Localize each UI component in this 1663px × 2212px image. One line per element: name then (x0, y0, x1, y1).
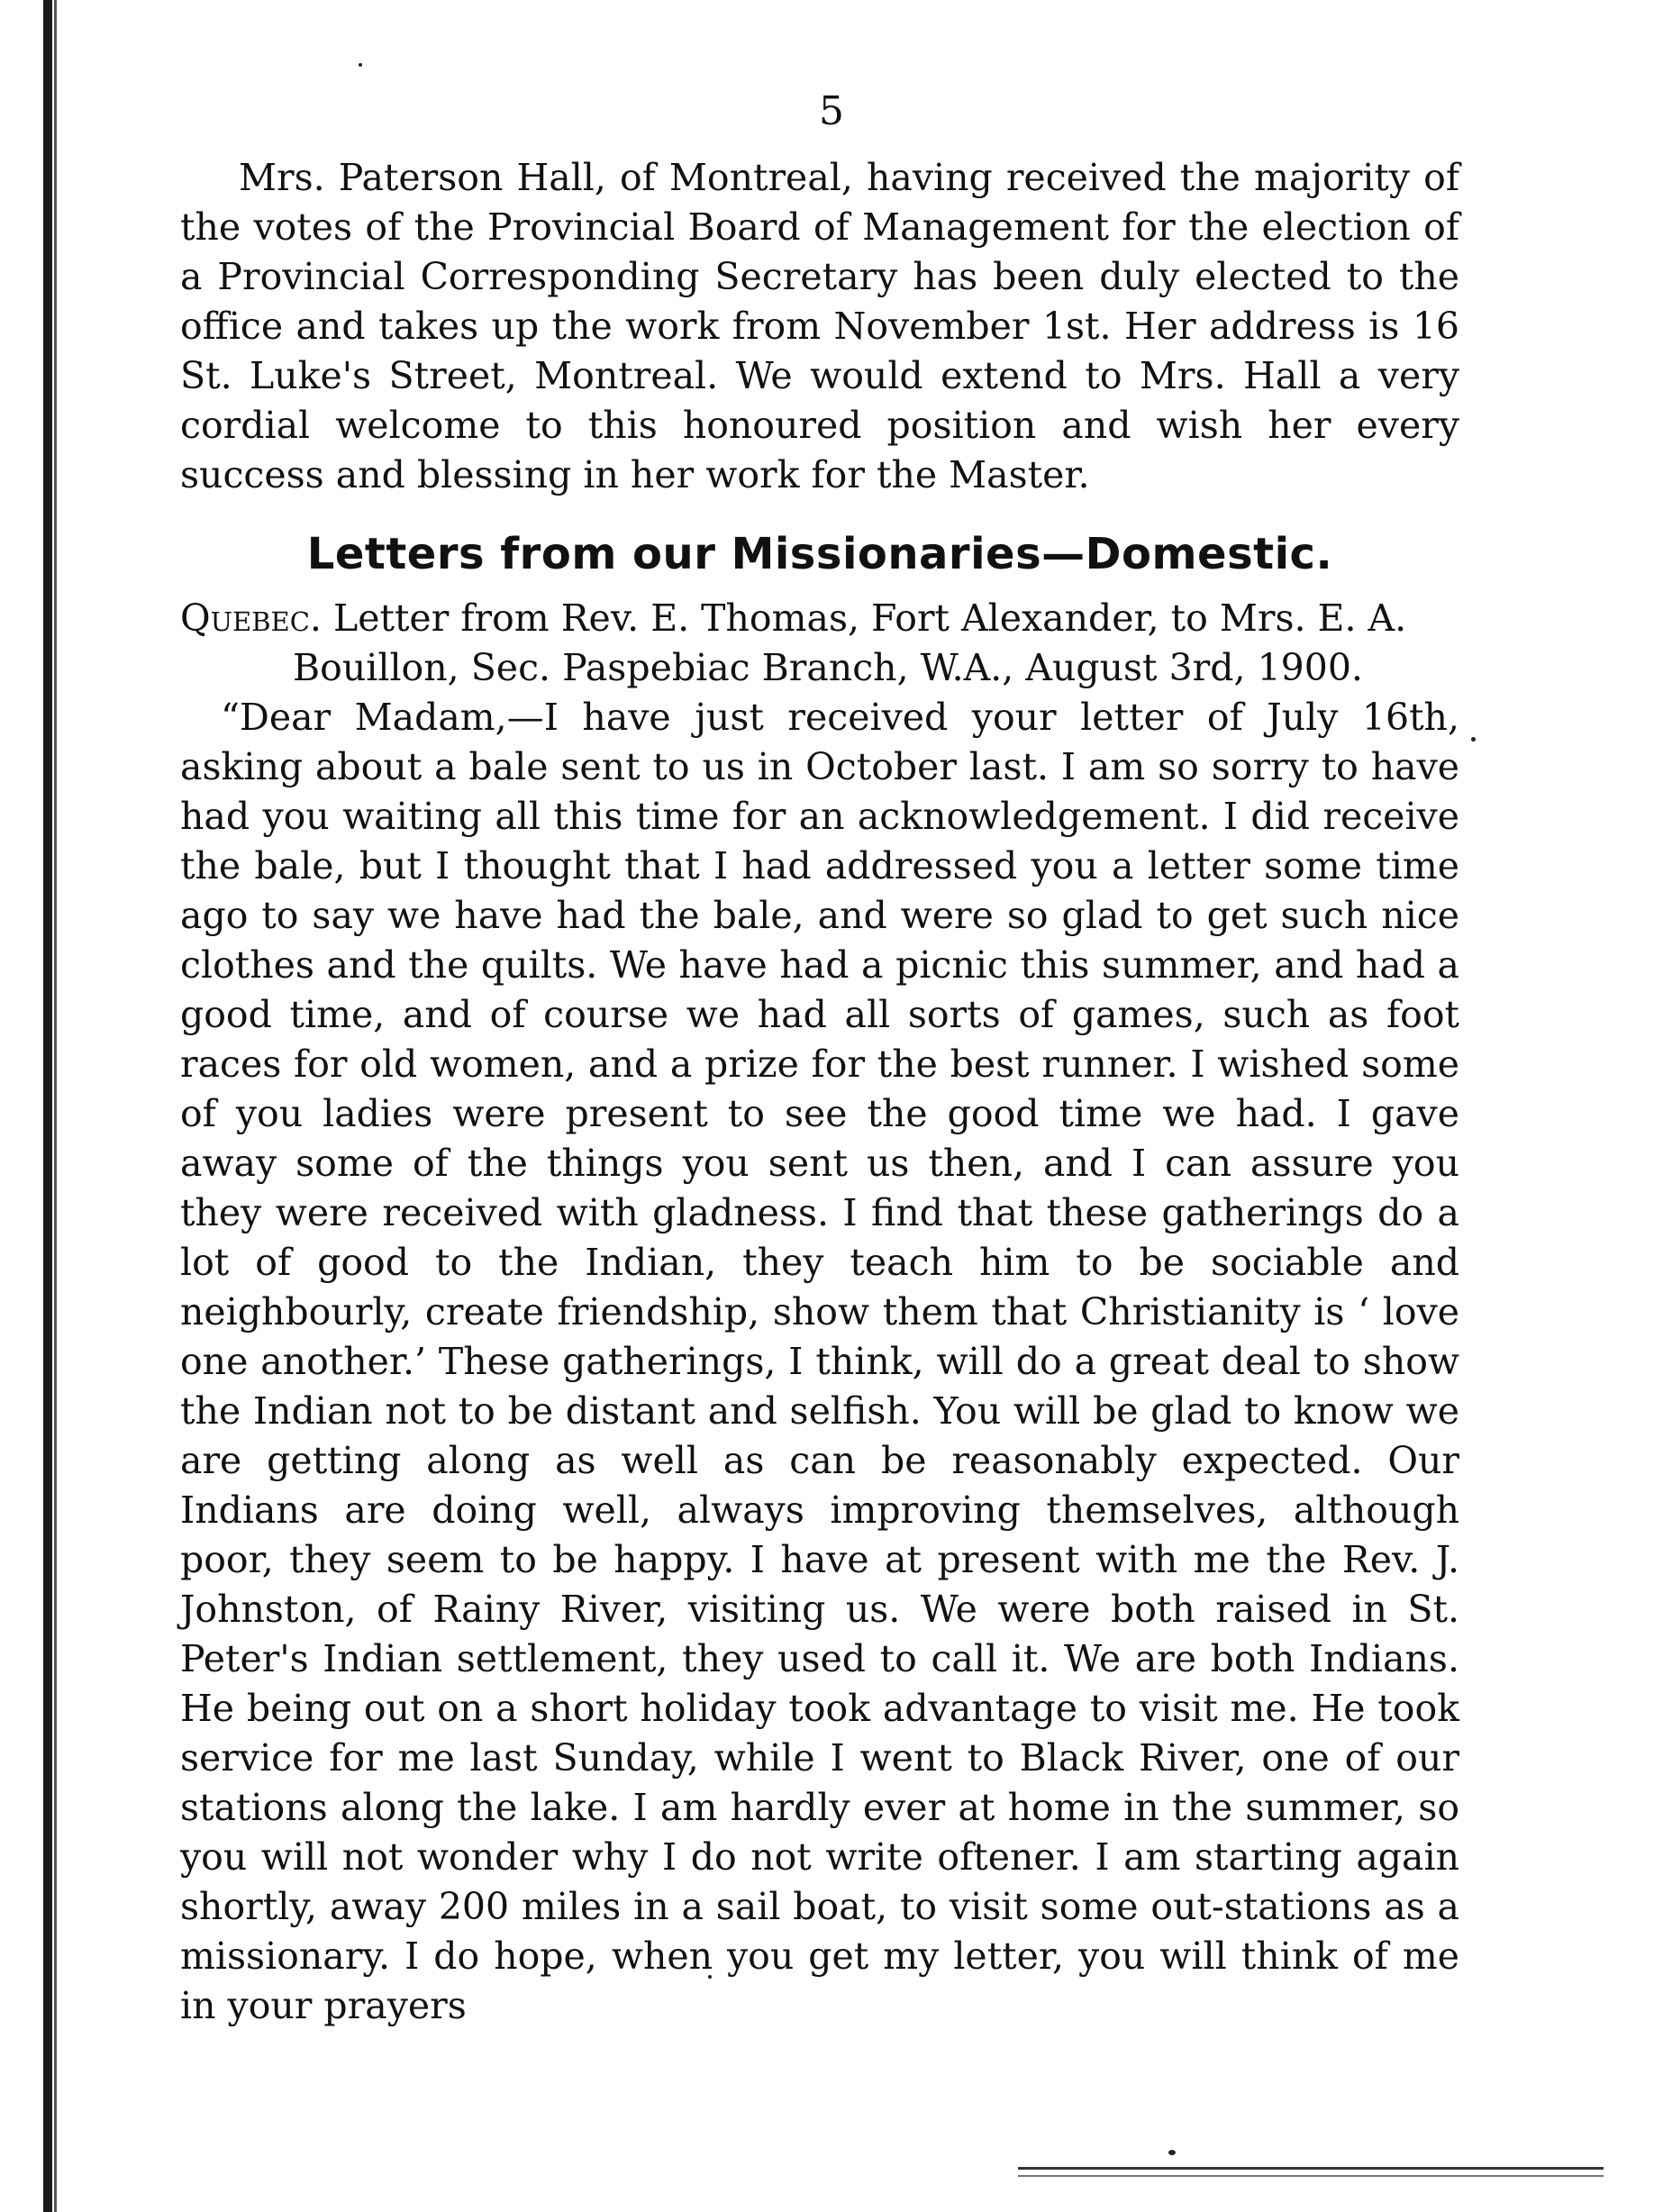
scan-speck (359, 63, 362, 67)
scan-binding-shadow (54, 0, 57, 2212)
letter-body-text: “Dear Madam,—I have just received your letter of July 16th, asking about a bale sent to us in October last. I am so sorry to have had you waiting all this time for an acknowledgement. I did receive the bale, but I thought that I had addressed you a letter some time ago to say we have had the bale, and were so glad to get such nice clothes and the quilts. We have had a picnic this summer, and had a good time, and of course we had all sorts of games, such as foot races for old women, and a prize for the best runner. I wished some of you ladies were present to see the good time we had. I gave away some of the things you sent us then, and I can assure you they were received with gladness. I find that these gatherings do a lot of good to the Indian, they teach him to be sociable and neighbourly, create friendship, show them that Christianity is ‘ love one another.’ These gatherings, I think, will do a great deal to show the Indian not to be distant and selfish. You will be glad to know we are getting along as well as can be reasonably expected. Our Indians are doing well, always improving themselves, although poor, they seem to be happy. I have at present with me the Rev. J. Johnston, of Rainy River, visiting us. We were both raised in St. Peter's Indian settlement, they used to call it. We are both Indians. He being out on a short holiday took advantage to visit me. He took service for me last Sunday, while I went to Black River, one of our stations along the lake. I am hardly ever at home in the summer, so you will not wonder why I do not write oftener. I am starting again shortly, away 200 miles in a sail boat, to visit some out-stations as a missionary. I do hope, when you get my letter, you will think of me in your prayers (180, 696, 1459, 2027)
letter-body (180, 693, 1459, 2031)
scan-speck (1471, 737, 1476, 742)
bottom-rule (1018, 2167, 1604, 2170)
page-number: 5 (819, 88, 844, 134)
letter-header-text: Letter from Rev. E. Thomas, Fort Alexander, to Mrs. E. A. Bouillon, Sec. Paspebiac Branch, W.A., August 3rd, 1900. (293, 596, 1407, 689)
bottom-rule-secondary (1018, 2175, 1604, 2177)
section-heading: Letters from our Missionaries—Domestic. (306, 529, 1333, 579)
letter-province: Quebec. (180, 596, 322, 640)
letter-header (180, 594, 1459, 693)
scan-speck (1168, 2150, 1176, 2155)
notice-paragraph: Mrs. Paterson Hall, of Montreal, having received the majority of the votes of the Provincial Board of Management for the election of a Provincial Corresponding Secretary has been duly elected to the office and takes up the work from November 1st. Her address is 16 St. Luke's Street, Montreal. We would extend to Mrs. Hall a very cordial welcome to this honoured position and wish her every success and blessing in her work for the Master. (180, 156, 1459, 496)
page-content (180, 153, 1459, 2031)
scan-binding-edge (43, 0, 52, 2212)
